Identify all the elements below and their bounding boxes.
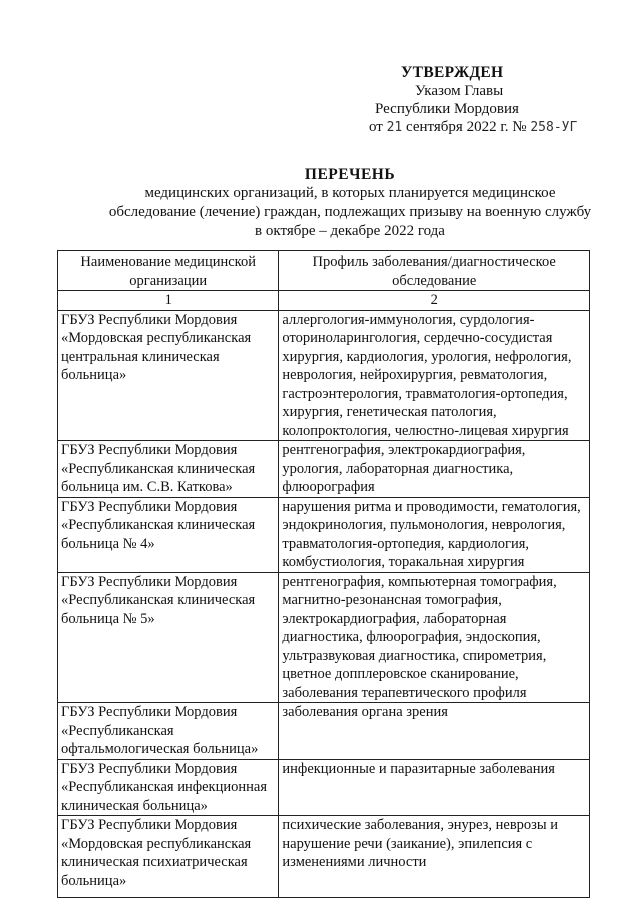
document-subtitle-line-1: медицинских организаций, в которых планируется медицинское xyxy=(144,185,556,201)
document-subtitle-line-2: обследование (лечение) граждан, подлежащих призыву на военную службу xyxy=(108,204,592,220)
organization-cell: ГБУЗ Республики Мордовия «Республиканская клиническая больница № 4» xyxy=(58,497,279,572)
profile-cell: рентгенография, компьютерная томография, магнитно-резонансная томография, электрокардиография, лабораторная диагностика, флюорография, эндоскопия, ультразвуковая диагностика, спирометрия, цветное допплеровское сканирование, заболевания терапевтического профиля xyxy=(279,572,590,703)
column-number-1: 1 xyxy=(58,291,279,311)
profile-cell: инфекционные и паразитарные заболевания xyxy=(279,759,590,816)
table-header-row xyxy=(58,251,590,291)
document-heading xyxy=(0,165,640,241)
approval-day: 21 xyxy=(386,120,403,135)
organization-cell: ГБУЗ Республики Мордовия «Республиканская офтальмологическая больница» xyxy=(58,703,279,760)
document-subtitle-line-3: в октябре – декабре 2022 года xyxy=(255,223,445,239)
profile-cell: психические заболевания, энурез, неврозы и нарушение речи (заикание), эпилепсия с изменениями личности xyxy=(279,816,590,898)
profile-cell: нарушения ритма и проводимости, гематология, эндокринология, пульмонология, неврология, травматология-ортопедия, кардиология, комбустиология, торакальная хирургия xyxy=(279,497,590,572)
profile-cell: аллергология-иммунология, сурдология-оториноларингология, сердечно-сосудистая хирургия, кардиология, урология, нефрология, неврология, нейрохирургия, ревматология, гастроэнтерология, травматология-ортопедия, хирургия, генетическая патология, колопроктология, челюстно-лицевая хирургия xyxy=(279,310,590,441)
table-column-numbers-row xyxy=(58,291,590,311)
profile-cell: рентгенография, электрокардиография, урология, лабораторная диагностика, флюорография xyxy=(279,441,590,498)
organization-cell: ГБУЗ Республики Мордовия «Мордовская республиканская центральная клиническая больница» xyxy=(58,310,279,441)
table-row xyxy=(58,310,590,441)
organization-cell: ГБУЗ Республики Мордовия «Мордовская республиканская клиническая психиатрическая больница» xyxy=(58,816,279,898)
organization-cell: ГБУЗ Республики Мордовия «Республиканская клиническая больница № 5» xyxy=(58,572,279,703)
table-row xyxy=(58,816,590,898)
organization-cell: ГБУЗ Республики Мордовия «Республиканская инфекционная клиническая больница» xyxy=(58,759,279,816)
organizations-table xyxy=(57,250,590,898)
table-row xyxy=(58,703,590,760)
table-row xyxy=(58,441,590,498)
approval-decree-line: Указом Главы xyxy=(415,83,504,99)
column-number-2: 2 xyxy=(279,291,590,311)
header-profile: Профиль заболевания/диагностическое обследование xyxy=(279,251,590,291)
approval-date-line xyxy=(369,118,577,137)
organization-cell: ГБУЗ Республики Мордовия «Республиканская клиническая больница им. С.В. Каткова» xyxy=(58,441,279,498)
document-title: ПЕРЕЧЕНЬ xyxy=(304,166,396,183)
approval-region-line: Республики Мордовия xyxy=(375,101,519,117)
approval-date-prefix: от xyxy=(369,119,383,135)
profile-cell: заболевания органа зрения xyxy=(279,703,590,760)
table-row xyxy=(58,497,590,572)
table-row xyxy=(58,759,590,816)
header-organization: Наименование медицинской организации xyxy=(58,251,279,291)
table-row xyxy=(58,572,590,703)
approval-number: 258-УГ xyxy=(530,120,578,135)
approval-date-middle: сентября 2022 г. № xyxy=(406,119,527,135)
approval-title: УТВЕРЖДЕН xyxy=(401,64,504,81)
